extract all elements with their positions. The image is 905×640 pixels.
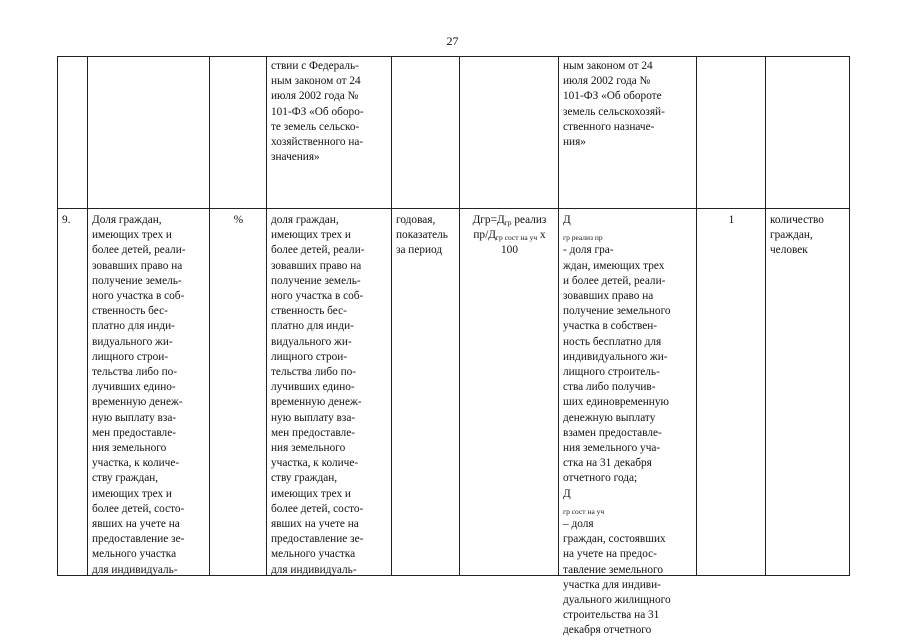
formula-line-1: $Дгр=Д_{гр}$ реализ	[472, 214, 547, 227]
cell-definition	[267, 209, 392, 576]
table-row-continued	[58, 57, 850, 209]
cell-basis	[766, 209, 850, 576]
unit-percent: %	[233, 214, 244, 226]
cell-name	[88, 209, 210, 576]
cell-unit	[210, 57, 267, 209]
description-text: ным законом от 24 июля 2002 года № 101-ФЗ «Об обороте земель сельскохозяй- ственного назначе- ния»	[563, 60, 665, 149]
cell-description	[559, 57, 697, 209]
cell-periodicity	[392, 57, 460, 209]
cell-unit	[210, 209, 267, 576]
cell-formula	[460, 57, 559, 209]
cell-number	[58, 209, 88, 576]
description-term-1: Д $_{гр реализ пр}$ - доля гра-	[563, 214, 614, 257]
indicators-table	[57, 56, 850, 637]
definition-text: доля граждан, имеющих трех и более детей, реали- зовавших право на получение земель- ного участка в соб- ственность бес- платно для инди- видуального жи- лищного строи- тельства либо по- лучивших едино- временную денеж- ную выплату взa- мен предоставле- ния земельного участка, к количе- ству граждан, имеющих трех и более детей, состо- явших на учете на предоставление зе- мельного участка для индивидуаль-	[271, 214, 365, 576]
cell-name	[88, 57, 210, 209]
description-term-2: Д $_{гр сост на уч}$ – доля	[563, 487, 605, 531]
cell-formula	[460, 209, 559, 576]
cell-periodicity	[392, 209, 460, 576]
cell-definition	[267, 57, 392, 209]
cell-value	[697, 57, 766, 209]
cell-basis	[766, 57, 850, 209]
periodicity-text: годовая, показатель за период	[396, 214, 448, 257]
description-text: Д $_{гр реализ пр}$ - доля гра- ждан, имеющих трех и более детей, реали- зовавших право на получение земельного участка в собствен- ность бесплатно для индивидуального жи- лищного строитель- ства либо получив- ших единовременную денежную выплату взамен предоставле- ния земельного уча- стка на 31 декабря отчетного года; Д $_{гр сост на уч}$ – доля граждан, состоявших на учете на предос- тавление земельного участка для индиви- дуального жилищного строительства на 31 декабря отчетного	[563, 213, 693, 571]
cell-value	[697, 209, 766, 576]
basis-text: количество граждан, человек	[770, 214, 824, 257]
formula-text	[464, 213, 555, 571]
definition-text: ствии с Федераль- ным законом от 24 июля 2002 года № 101-ФЗ «Об оборо- те земель сельско- хозяйственного на- значения»	[271, 60, 364, 164]
formula-line-3: 100	[501, 244, 518, 257]
row-number: 9.	[62, 214, 71, 226]
formula-line-2: $пр/Д_{гр сост на уч}$ х	[473, 229, 546, 243]
table-row-9	[58, 209, 850, 576]
cell-number	[58, 57, 88, 209]
value-text: 1	[728, 214, 735, 226]
page-number: 27	[446, 34, 459, 48]
indicator-name: Доля граждан, имеющих трех и более детей, реали- зовавших право на получение земель- ного участка в соб- ственность бес- платно для инди- видуального жи- лищного строи- тельства либо по- лучивших едино- временную денеж- ную выплату взa- мен предоставле- ния земельного участка, к количе- ству граждан, имеющих трех и более детей, состо- явших на учете на предоставление зе- мельного участка для индивидуаль-	[92, 214, 186, 576]
cell-description	[559, 209, 697, 637]
